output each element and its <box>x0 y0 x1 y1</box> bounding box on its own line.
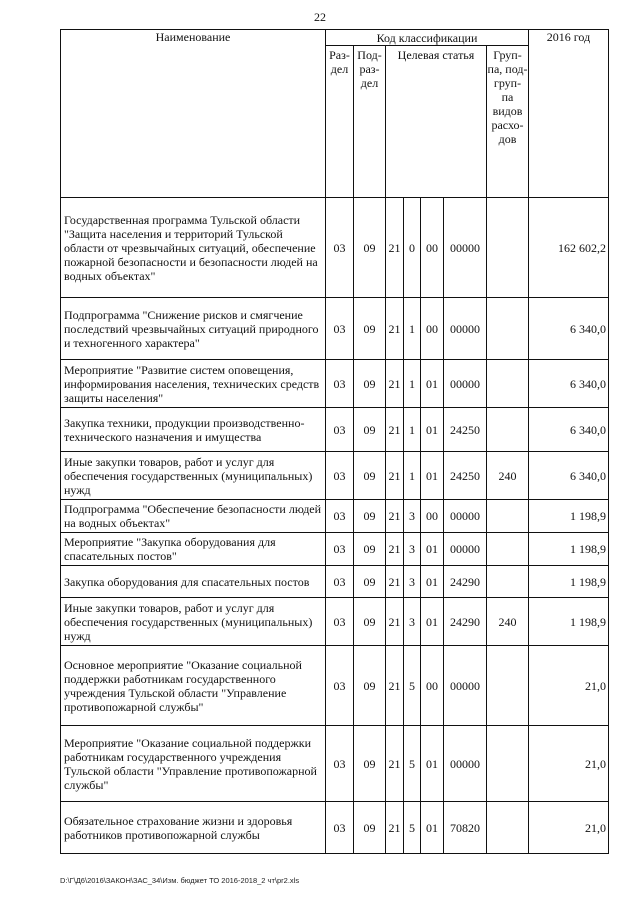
row-section: 03 <box>326 198 354 298</box>
row-target-event: 00 <box>421 646 444 726</box>
row-target-direction: 00000 <box>444 726 487 802</box>
row-name: Обязательное страхование жизни и здоровья работников противопожарной службы <box>61 802 326 854</box>
row-name: Мероприятие "Закупка оборудования для спасательных постов" <box>61 533 326 566</box>
row-name: Подпрограмма "Обеспечение безопасности людей на водных объектах" <box>61 500 326 533</box>
row-amount: 162 602,2 <box>529 198 609 298</box>
row-section: 03 <box>326 533 354 566</box>
row-target-program: 21 <box>386 360 404 408</box>
row-target-subprogram: 3 <box>404 500 421 533</box>
row-target-program: 21 <box>386 533 404 566</box>
row-amount: 6 340,0 <box>529 298 609 360</box>
row-target-direction: 70820 <box>444 802 487 854</box>
row-target-subprogram: 3 <box>404 566 421 598</box>
row-amount: 6 340,0 <box>529 360 609 408</box>
row-amount: 1 198,9 <box>529 533 609 566</box>
table-row <box>61 598 609 646</box>
row-amount: 6 340,0 <box>529 408 609 452</box>
row-expense-type <box>487 500 529 533</box>
row-name: Подпрограмма "Снижение рисков и смягчение последствий чрезвычайных ситуаций природного и техногенного характера" <box>61 298 326 360</box>
row-target-subprogram: 5 <box>404 802 421 854</box>
row-target-direction: 24250 <box>444 408 487 452</box>
row-target-event: 01 <box>421 566 444 598</box>
row-amount: 21,0 <box>529 802 609 854</box>
row-target-program: 21 <box>386 726 404 802</box>
row-amount: 6 340,0 <box>529 452 609 500</box>
row-target-direction: 00000 <box>444 198 487 298</box>
row-target-direction: 24250 <box>444 452 487 500</box>
row-subsection: 09 <box>354 598 386 646</box>
row-target-program: 21 <box>386 408 404 452</box>
row-section: 03 <box>326 360 354 408</box>
row-amount: 21,0 <box>529 726 609 802</box>
row-target-program: 21 <box>386 598 404 646</box>
table-row <box>61 802 609 854</box>
row-expense-type: 240 <box>487 452 529 500</box>
row-section: 03 <box>326 598 354 646</box>
row-subsection: 09 <box>354 198 386 298</box>
row-name: Иные закупки товаров, работ и услуг для обеспечения государственных (муниципальных) нужд <box>61 452 326 500</box>
row-subsection: 09 <box>354 360 386 408</box>
row-name: Мероприятие "Оказание социальной поддержки работникам государственного учреждения Тульской области "Управление противопожарной службы" <box>61 726 326 802</box>
row-target-program: 21 <box>386 452 404 500</box>
row-expense-type <box>487 646 529 726</box>
row-expense-type <box>487 726 529 802</box>
row-subsection: 09 <box>354 533 386 566</box>
row-target-event: 01 <box>421 533 444 566</box>
row-target-direction: 00000 <box>444 500 487 533</box>
header-name: Наименование <box>61 30 326 198</box>
table-row <box>61 298 609 360</box>
row-amount: 1 198,9 <box>529 566 609 598</box>
row-subsection: 09 <box>354 298 386 360</box>
row-target-event: 01 <box>421 360 444 408</box>
row-name: Основное мероприятие "Оказание социальной поддержки работникам государственного учреждения Тульской области "Управление противопожарной службы" <box>61 646 326 726</box>
row-target-subprogram: 3 <box>404 598 421 646</box>
row-section: 03 <box>326 566 354 598</box>
table-row <box>61 726 609 802</box>
row-expense-type <box>487 408 529 452</box>
table-row <box>61 500 609 533</box>
row-section: 03 <box>326 298 354 360</box>
row-target-program: 21 <box>386 802 404 854</box>
row-target-direction: 00000 <box>444 533 487 566</box>
row-expense-type <box>487 533 529 566</box>
table-row <box>61 408 609 452</box>
header-subsection: Под- раз- дел <box>354 46 386 198</box>
table-row <box>61 452 609 500</box>
row-target-subprogram: 1 <box>404 298 421 360</box>
table-row <box>61 198 609 298</box>
row-target-direction: 00000 <box>444 646 487 726</box>
table-row <box>61 533 609 566</box>
page-number: 22 <box>314 10 326 24</box>
row-section: 03 <box>326 452 354 500</box>
budget-table <box>60 29 609 854</box>
row-amount: 21,0 <box>529 646 609 726</box>
row-name: Иные закупки товаров, работ и услуг для обеспечения государственных (муниципальных) нужд <box>61 598 326 646</box>
header-section: Раз- дел <box>326 46 354 198</box>
row-target-event: 00 <box>421 198 444 298</box>
row-target-program: 21 <box>386 566 404 598</box>
header-year: 2016 год <box>529 30 609 198</box>
row-section: 03 <box>326 802 354 854</box>
row-target-event: 01 <box>421 598 444 646</box>
row-subsection: 09 <box>354 802 386 854</box>
row-target-direction: 24290 <box>444 566 487 598</box>
row-amount: 1 198,9 <box>529 598 609 646</box>
row-target-subprogram: 0 <box>404 198 421 298</box>
row-name: Закупка оборудования для спасательных постов <box>61 566 326 598</box>
row-section: 03 <box>326 726 354 802</box>
header-code-group: Код классификации <box>326 30 529 46</box>
row-expense-type <box>487 802 529 854</box>
row-name: Мероприятие "Развитие систем оповещения, информирования населения, технических средств защиты населения" <box>61 360 326 408</box>
row-subsection: 09 <box>354 452 386 500</box>
table-header-row <box>61 30 609 46</box>
row-subsection: 09 <box>354 408 386 452</box>
row-target-direction: 00000 <box>444 298 487 360</box>
file-path-footer: D:\Г\Д6\2016\ЗАКОН\ЗАС_34\Изм. бюджет ТО 2016-2018_2 чт\pr2.xls <box>60 876 300 885</box>
row-subsection: 09 <box>354 646 386 726</box>
row-target-subprogram: 5 <box>404 646 421 726</box>
row-section: 03 <box>326 500 354 533</box>
row-target-program: 21 <box>386 500 404 533</box>
row-target-subprogram: 5 <box>404 726 421 802</box>
row-subsection: 09 <box>354 500 386 533</box>
table-row <box>61 566 609 598</box>
row-expense-type: 240 <box>487 598 529 646</box>
table-row <box>61 646 609 726</box>
row-target-direction: 24290 <box>444 598 487 646</box>
row-expense-type <box>487 298 529 360</box>
row-target-event: 01 <box>421 408 444 452</box>
row-name: Государственная программа Тульской области "Защита населения и территорий Тульской области от чрезвычайных ситуаций, обеспечение пожарной безопасности и безопасности людей на водных объектах" <box>61 198 326 298</box>
row-target-subprogram: 3 <box>404 533 421 566</box>
row-expense-type <box>487 360 529 408</box>
row-section: 03 <box>326 408 354 452</box>
row-target-event: 01 <box>421 452 444 500</box>
row-target-event: 00 <box>421 298 444 360</box>
row-target-subprogram: 1 <box>404 408 421 452</box>
row-target-event: 01 <box>421 726 444 802</box>
table-row <box>61 360 609 408</box>
row-target-program: 21 <box>386 198 404 298</box>
row-subsection: 09 <box>354 726 386 802</box>
row-expense-type <box>487 566 529 598</box>
row-amount: 1 198,9 <box>529 500 609 533</box>
header-target-article-label: Целевая статья <box>397 48 475 62</box>
row-target-event: 00 <box>421 500 444 533</box>
row-target-event: 01 <box>421 802 444 854</box>
row-target-subprogram: 1 <box>404 452 421 500</box>
row-expense-type <box>487 198 529 298</box>
row-target-program: 21 <box>386 298 404 360</box>
header-expense-group: Груп- па, под- груп- па видов расхо- дов <box>487 46 529 198</box>
row-subsection: 09 <box>354 566 386 598</box>
row-target-direction: 00000 <box>444 360 487 408</box>
header-target-article <box>386 46 487 198</box>
row-section: 03 <box>326 646 354 726</box>
row-name: Закупка техники, продукции производственно-технического назначения и имущества <box>61 408 326 452</box>
row-target-program: 21 <box>386 646 404 726</box>
row-target-subprogram: 1 <box>404 360 421 408</box>
